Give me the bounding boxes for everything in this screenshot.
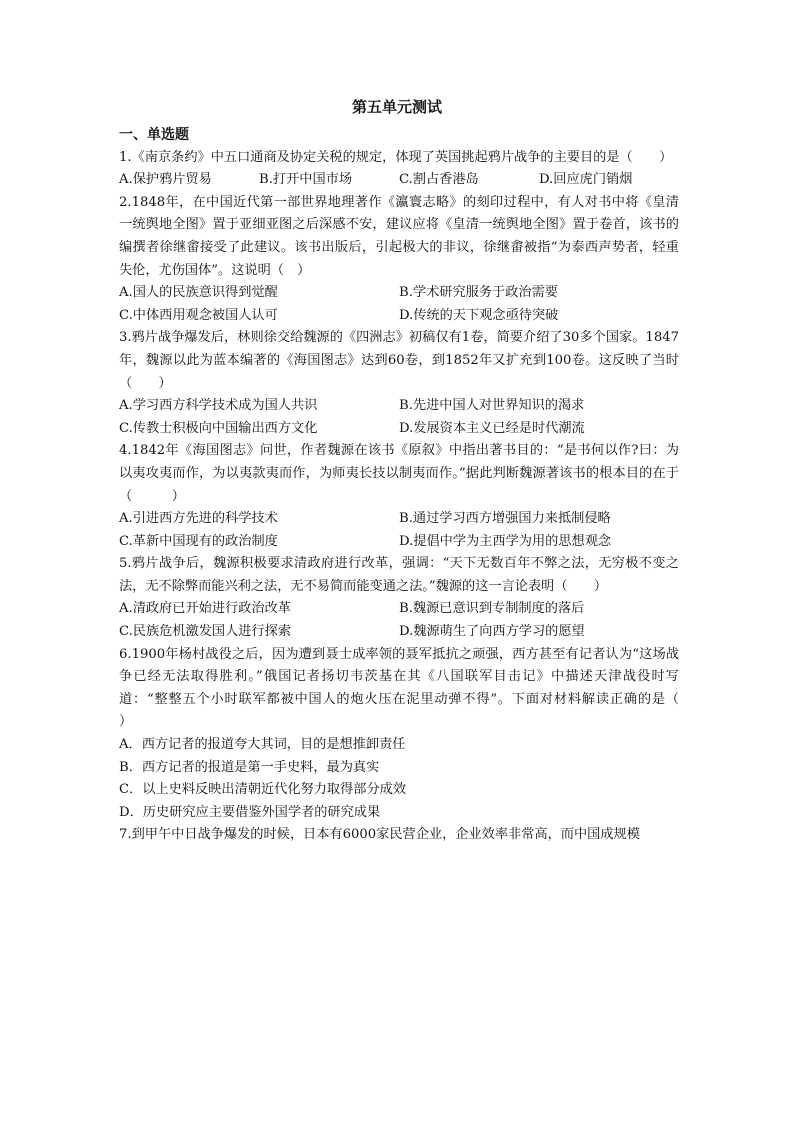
option-d: D.提倡中学为主西学为用的思想观念 <box>399 533 612 549</box>
question-3-options-ab <box>119 395 679 418</box>
section-heading: 一、单选题 <box>119 127 189 143</box>
question-5-stem: 5.鸦片战争后，魏源积极要求清政府进行改革，强调：“天下无数百年不弊之法，无穷极不变之法，无不除弊而能兴利之法，无不易简而能变通之法。”魏源的这一言论表明（ ） <box>119 556 679 594</box>
option-a: A.国人的民族意识得到觉醒 <box>119 285 278 301</box>
option-b: B.打开中国市场 <box>259 172 353 188</box>
question-5-options-ab <box>119 598 679 621</box>
option-b: B.通过学习西方增强国力来抵制侵略 <box>399 511 611 527</box>
option-d: D.回应虎门销烟 <box>539 172 633 188</box>
option-a: A.引进西方先进的科学技术 <box>119 511 278 527</box>
option-c: C.传教士积极向中国输出西方文化 <box>119 420 318 436</box>
option-c: C．以上史料反映出清朝近代化努力取得部分成效 <box>119 782 407 798</box>
option-a: A.保护鸦片贸易 <box>119 172 212 188</box>
option-c: C.中体西用观念被国人认可 <box>119 307 278 323</box>
option-a: A.学习西方科学技术成为国人共识 <box>119 398 318 414</box>
question-2-options-cd <box>119 305 679 328</box>
question-6-stem: 6.1900年杨村战役之后，因为遭到聂士成率领的聂军抵抗之顽强，西方甚至有记者认为“这场战争已经无法取得胜利。”俄国记者扬切韦茨基在其《八国联军目击记》中描述天津战役时写道：“整整五个小时联军都被中国人的炮火压在泥里动弹不得”。下面对材料解读正确的是（ ） <box>119 646 719 730</box>
option-b: B.魏源已意识到专制制度的落后 <box>399 601 585 617</box>
option-c: C.割占香港岛 <box>399 172 479 188</box>
option-b: B.学术研究服务于政治需要 <box>399 285 558 301</box>
document-body <box>119 124 719 847</box>
question-4-options-cd <box>119 531 679 554</box>
question-5-options-cd <box>119 621 679 644</box>
page-title: 第五单元测试 <box>351 98 442 116</box>
question-3-options-cd <box>119 418 679 441</box>
option-a: A．西方记者的报道夸大其词，目的是想推卸责任 <box>119 737 406 753</box>
option-d: D.传统的天下观念亟待突破 <box>399 307 559 323</box>
option-d: D.魏源萌生了向西方学习的愿望 <box>399 624 585 640</box>
question-3-stem: 3.鸦片战争爆发后，林则徐交给魏源的《四洲志》初稿仅有1卷，简要介绍了30多个国家。1847年，魏源以此为蓝本编著的《海国图志》达到60卷，到1852年又扩充到100卷。这反映了当时（ ） <box>119 330 679 391</box>
option-a: A.清政府已开始进行政治改革 <box>119 601 291 617</box>
option-d: D.发展资本主义已经是时代潮流 <box>399 420 585 436</box>
question-4-stem: 4.1842年《海国图志》问世，作者魏源在该书《原叙》中指出著书目的：“是书何以作?曰：为以夷攻夷而作，为以夷款夷而作，为师夷长技以制夷而作。”据此判断魏源著该书的根本目的在于（ ） <box>119 443 679 504</box>
question-4-options-ab <box>119 508 679 531</box>
option-b: B．西方记者的报道是第一手史料，最为真实 <box>119 759 380 775</box>
question-2-stem: 2.1848年，在中国近代第一部世界地理著作《瀛寰志略》的刻印过程中，有人对书中将《皇清一统舆地全图》置于亚细亚图之后深感不安，建议应将《皇清一统舆地全图》置于卷首，该书的编撰者徐继畬接受了此建议。该书出版后，引起极大的非议，徐继畬被指“为泰西声势者，轻重失伦，尤伤国体”。这说明（ ） <box>119 194 679 278</box>
question-7-stem: 7.到甲午中日战争爆发的时候，日本有6000家民营企业，企业效率非常高，而中国成规模 <box>119 827 640 843</box>
question-1-options <box>119 169 679 192</box>
question-1-stem: 1.《南京条约》中五口通商及协定关税的规定，体现了英国挑起鸦片战争的主要目的是（ ） <box>119 149 673 165</box>
option-c: C.民族危机激发国人进行探索 <box>119 624 292 640</box>
question-2-options-ab <box>119 282 679 305</box>
option-d: D．历史研究应主要借鉴外国学者的研究成果 <box>119 804 381 820</box>
option-c: C.革新中国现有的政治制度 <box>119 533 278 549</box>
option-b: B.先进中国人对世界知识的渴求 <box>399 398 585 414</box>
